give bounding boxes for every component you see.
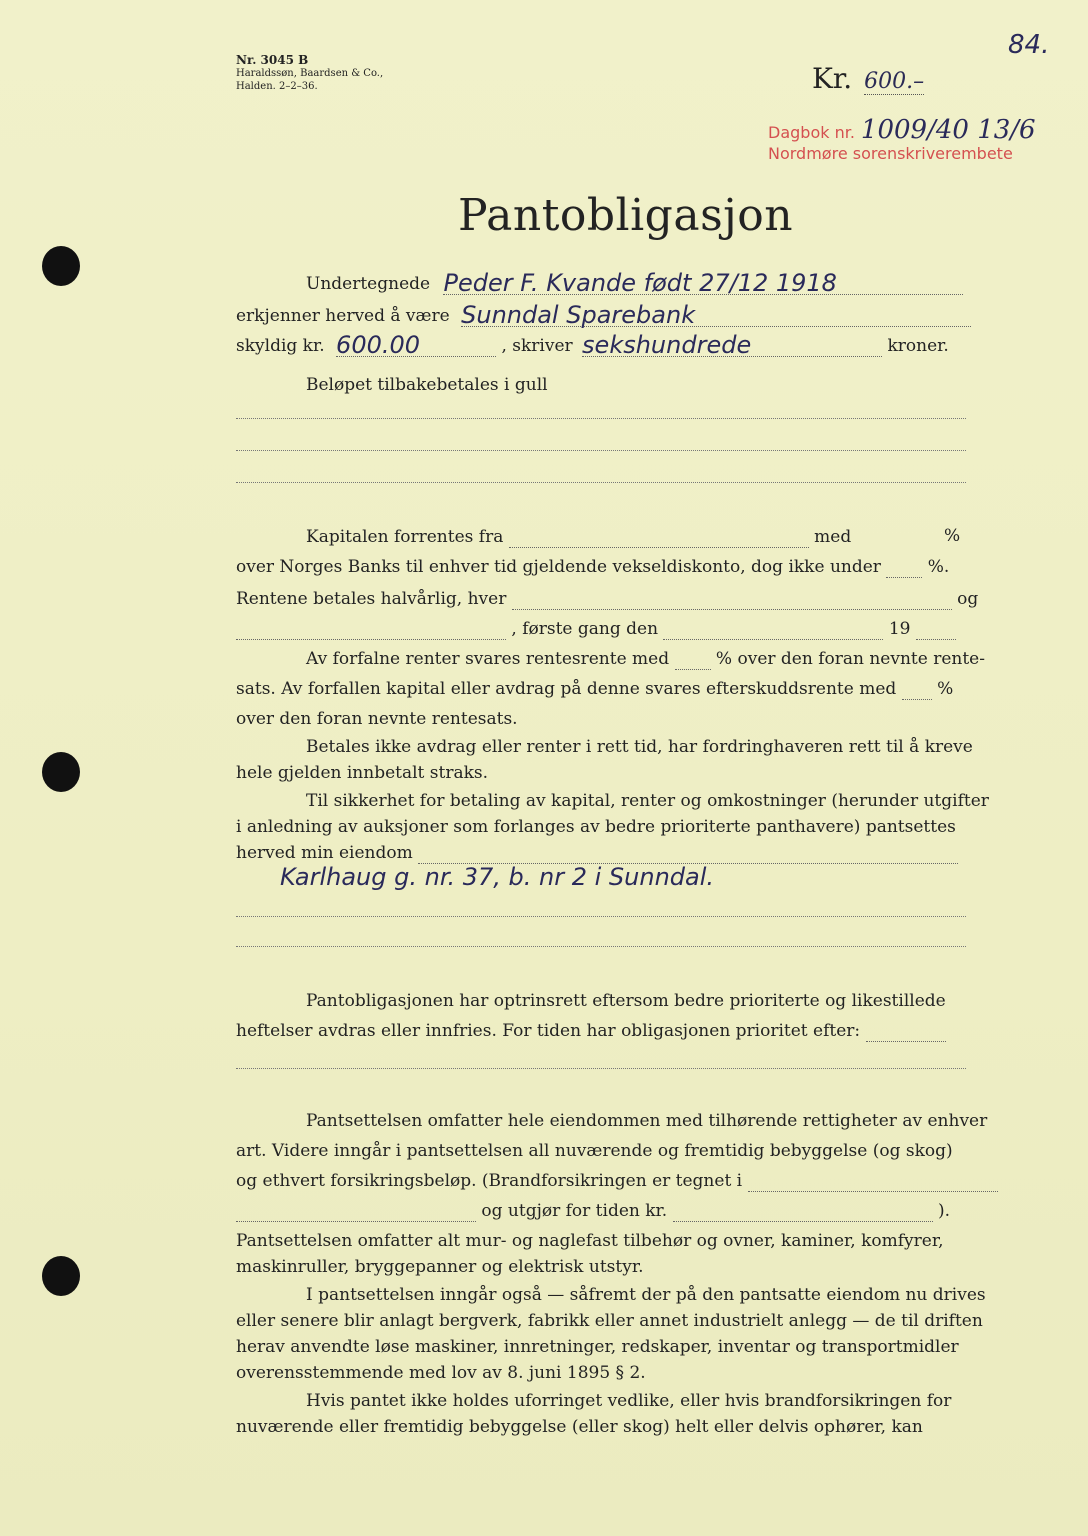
kapital-text: Kapitalen forrentes fra xyxy=(306,527,504,547)
blank-field xyxy=(866,1041,946,1042)
amount-header xyxy=(812,62,924,95)
dagbok-number: 1009/40 13/6 xyxy=(860,115,1036,145)
punch-hole xyxy=(42,1256,80,1296)
undertegnede-row xyxy=(306,269,966,297)
omfatter-line-1: Pantsettelsen omfatter hele eiendommen med tilhørende rettigheter av enhver xyxy=(306,1111,988,1131)
office-stamp: Nordmøre sorenskriverembete xyxy=(768,144,1013,163)
optrinsrett-line-2 xyxy=(236,1020,966,1042)
omfatter-text: og utgjør for tiden kr. xyxy=(481,1201,668,1221)
erkjenner-row xyxy=(236,301,966,329)
blank-line xyxy=(236,418,966,419)
dagbok-label: Dagbok nr. xyxy=(768,123,855,142)
blank-field xyxy=(663,639,883,640)
rente-line xyxy=(236,588,979,610)
page-number: 84. xyxy=(1008,30,1050,60)
punch-hole xyxy=(42,246,80,286)
publisher: Haraldssøn, Baardsen & Co., xyxy=(236,68,384,79)
blank-field xyxy=(902,699,932,700)
forste-line xyxy=(236,618,966,640)
mur-line-2: maskinruller, bryggepanner og elektrisk utstyr. xyxy=(236,1257,644,1277)
forfalne-line-1 xyxy=(306,648,985,670)
property-description: Karlhaug g. nr. 37, b. nr 2 i Sunndal. xyxy=(280,863,715,891)
drift-line-3: herav anvendte løse maskiner, innretninger, redskaper, inventar og transportmidler xyxy=(236,1337,959,1357)
sikkerhet-line-2: i anledning av auksjoner som forlanges av bedre prioriterte panthavere) pantsettes xyxy=(236,817,956,837)
amount-number: 600.00 xyxy=(336,334,496,357)
sikkerhet-line-1: Til sikkerhet for betaling av kapital, renter og omkostninger (herunder utgifter xyxy=(306,791,989,811)
kr-value: 600.– xyxy=(864,69,925,94)
blank-field xyxy=(236,1221,476,1222)
optrinsrett-text: heftelser avdras eller innfries. For tiden har obligasjonen prioritet efter: xyxy=(236,1021,861,1041)
blank-field xyxy=(916,639,956,640)
erkjenner-label: erkjenner herved å være xyxy=(236,306,450,326)
forfalne-text: Av forfalne renter svares rentesrente med xyxy=(306,649,670,669)
pct-sign: % xyxy=(944,526,961,546)
blank-line xyxy=(236,946,966,947)
forfalne-line-3: over den foran nevnte rentesats. xyxy=(236,709,518,729)
punch-hole xyxy=(42,752,80,792)
skyldig-label: skyldig kr. xyxy=(236,336,325,356)
forfalne-line-2 xyxy=(236,678,966,700)
blank-field xyxy=(748,1191,998,1192)
skyldig-row xyxy=(236,331,966,359)
blank-field xyxy=(509,547,809,548)
blank-field xyxy=(675,669,711,670)
betales-line-2: hele gjelden innbetalt straks. xyxy=(236,763,489,783)
omfatter-text: og ethvert forsikringsbeløp. (Brandforsikringen er tegnet i xyxy=(236,1171,743,1191)
drift-line-2: eller senere blir anlagt bergverk, fabrikk eller annet industrielt anlegg — de til driften xyxy=(236,1311,983,1331)
dagbok-stamp xyxy=(768,115,1036,145)
sikkerhet-text: herved min eiendom xyxy=(236,843,413,863)
blank-field xyxy=(673,1221,933,1222)
kr-label: Kr. xyxy=(812,62,853,95)
forfalne-text: sats. Av forfallen kapital eller avdrag på denne svares efterskuddsrente med xyxy=(236,679,897,699)
blank-field xyxy=(512,609,952,610)
pct-sign: % xyxy=(937,679,954,699)
omfatter-line-3 xyxy=(236,1170,966,1192)
og-text: og xyxy=(957,589,979,609)
optrinsrett-line-1: Pantobligasjonen har optrinsrett eftersom bedre prioriterte og likestillede xyxy=(306,991,946,1011)
kapital-line-2 xyxy=(236,556,966,578)
blank-line xyxy=(236,482,966,483)
med-text: med xyxy=(814,527,852,547)
document-title: Pantobligasjon xyxy=(458,190,794,241)
omfatter-line-4 xyxy=(236,1200,966,1222)
forste-text: , første gang den xyxy=(511,619,659,639)
gold-clause: Beløpet tilbakebetales i gull xyxy=(306,375,548,395)
forfalne-text: % over den foran nevnte rente- xyxy=(715,649,985,669)
creditor-name: Sunndal Sparebank xyxy=(461,304,971,327)
omfatter-text: ). xyxy=(938,1201,951,1221)
skriver-label: , skriver xyxy=(501,336,573,356)
sikkerhet-line-3 xyxy=(236,842,966,864)
form-number: Nr. 3045 B xyxy=(236,53,309,67)
rente-text: Rentene betales halvårlig, hver xyxy=(236,589,507,609)
drift-line-1: I pantsettelsen inngår også — såfremt der på den pantsatte eiendom nu drives xyxy=(306,1285,986,1305)
drift-line-4: overensstemmende med lov av 8. juni 1895 § 2. xyxy=(236,1363,646,1383)
blank-field xyxy=(236,639,506,640)
printer-imprint xyxy=(236,54,383,93)
kapital-text: over Norges Banks til enhver tid gjeldende vekseldiskonto, dog ikke under xyxy=(236,557,881,577)
hvis-line-1: Hvis pantet ikke holdes uforringet vedlike, eller hvis brandforsikringen for xyxy=(306,1391,952,1411)
hvis-line-2: nuværende eller fremtidig bebyggelse (eller skog) helt eller delvis ophører, kan xyxy=(236,1417,923,1437)
print-place-date: Halden. 2–2–36. xyxy=(236,81,318,92)
debtor-name: Peder F. Kvande født 27/12 1918 xyxy=(443,272,963,295)
amount-words: sekshundrede xyxy=(582,334,882,357)
blank-line xyxy=(236,450,966,451)
omfatter-line-2: art. Videre inngår i pantsettelsen all nuværende og fremtidig bebyggelse (og skog) xyxy=(236,1141,953,1161)
blank-line xyxy=(236,916,966,917)
mur-line-1: Pantsettelsen omfatter alt mur- og naglefast tilbehør og ovner, kaminer, komfyrer, xyxy=(236,1231,944,1251)
kapital-line-1 xyxy=(306,526,906,548)
blank-field xyxy=(886,577,922,578)
pct-sign: %. xyxy=(927,557,950,577)
blank-line xyxy=(236,1068,966,1069)
kroner-label: kroner. xyxy=(887,336,949,356)
undertegnede-label: Undertegnede xyxy=(306,274,431,294)
betales-line-1: Betales ikke avdrag eller renter i rett tid, har fordringhaveren rett til å kreve xyxy=(306,737,973,757)
year-prefix: 19 xyxy=(888,619,911,639)
